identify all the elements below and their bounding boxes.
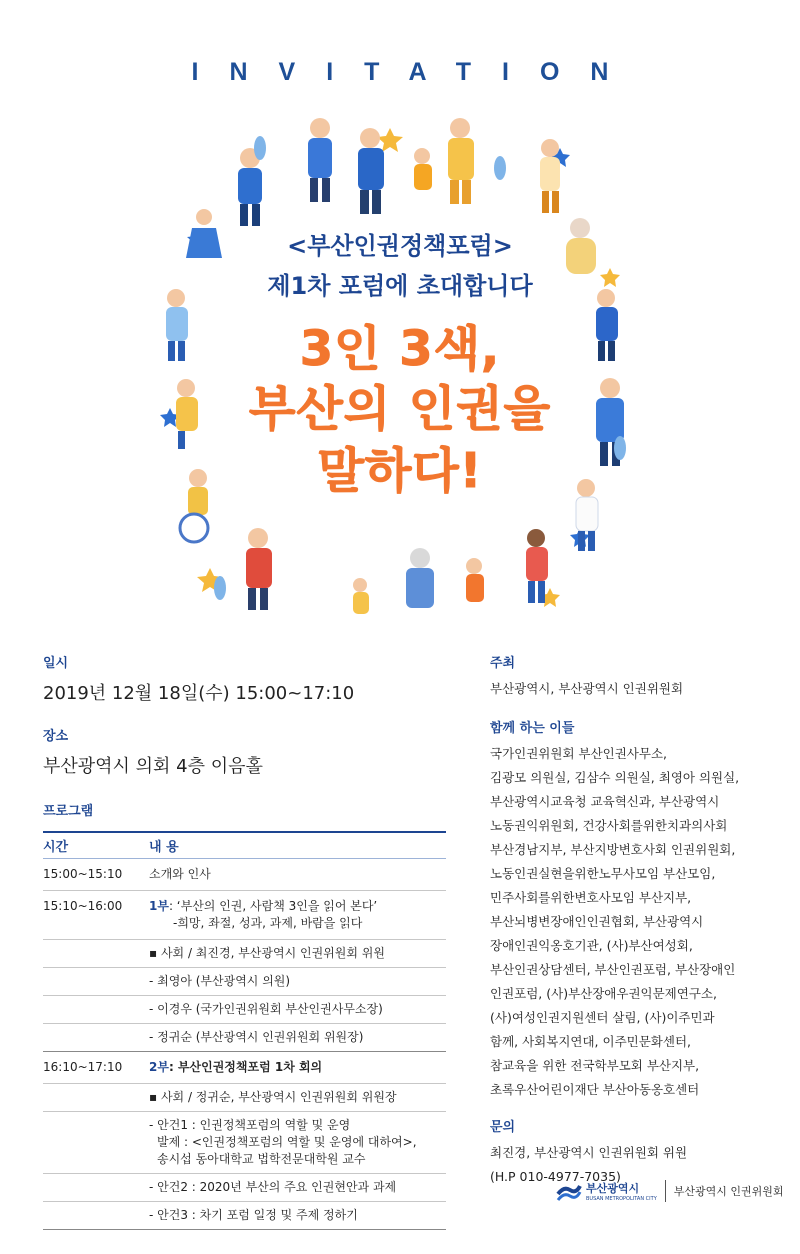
logo-subtext: BUSAN METROPOLITAN CITY <box>586 1196 657 1202</box>
invitation-heading: INVITATION <box>191 58 640 86</box>
table-row: - 이경우 (국가인권위원회 부산인권사무소장) <box>43 996 446 1024</box>
organizer-details <box>490 652 770 1201</box>
program-table <box>43 831 446 1230</box>
headline-line-1: 3인 3색, <box>299 321 501 377</box>
col-time-header: 시간 <box>43 840 69 855</box>
headline-line-3: 말하다! <box>317 443 483 499</box>
table-row: ▪ 사회 / 최진경, 부산광역시 인권위원회 위원 <box>43 940 446 968</box>
part2-tag: 2부 <box>149 1060 169 1074</box>
host-value: 부산광역시, 부산광역시 인권위원회 <box>490 681 684 696</box>
table-row: 15:00~15:10 소개와 인사 <box>43 859 446 891</box>
logo-divider <box>665 1180 666 1202</box>
contact-label: 문의 <box>490 1120 516 1135</box>
table-row: 16:10~17:10 2부: 부산인권정책포럼 1차 회의 <box>43 1052 446 1084</box>
venue-value: 부산광역시 의회 4층 이음홀 <box>43 756 263 777</box>
forum-invite-line: 제1차 포럼에 초대합니다 <box>267 272 533 300</box>
busan-logo <box>556 1178 784 1204</box>
date-label: 일시 <box>43 656 69 671</box>
col-content-header: 내 용 <box>149 840 179 855</box>
busan-emblem-icon <box>556 1178 582 1204</box>
host-label: 주최 <box>490 656 516 671</box>
table-row: - 안건1 : 인권정책포럼의 역할 및 운영 발제 : <인권정책포럼의 역할 및 운영에 대하여>, 송시섭 동아대학교 법학전문대학원 교수 <box>43 1112 446 1174</box>
table-row: - 최영아 (부산광역시 의원) <box>43 968 446 996</box>
table-row: - 안건3 : 차기 포럼 일정 및 주제 정하기 <box>43 1202 446 1230</box>
contact-value: 최진경, 부산광역시 인권위원회 위원 (H.P 010-4977-7035) <box>490 1145 688 1184</box>
program-table-header <box>43 833 446 859</box>
table-row: ▪ 사회 / 정귀순, 부산광역시 인권위원회 위원장 <box>43 1084 446 1112</box>
event-details <box>43 652 446 1230</box>
venue-label: 장소 <box>43 729 69 744</box>
part1-tag: 1부 <box>149 899 169 913</box>
date-value: 2019년 12월 18일(수) 15:00~17:10 <box>43 683 355 704</box>
partners-label: 함께 하는 이들 <box>490 721 575 736</box>
table-row: 15:10~16:00 1부: ‘부산의 인권, 사람책 3인을 읽어 본다’ -희망, 좌절, 성과, 과제, 바람을 읽다 <box>43 891 446 940</box>
logo-text: 부산광역시 <box>586 1182 640 1195</box>
headline-line-2: 부산의 인권을 <box>249 381 551 437</box>
org-name: 부산광역시 인권위원회 <box>673 1185 784 1198</box>
forum-subtitle: <부산인권정책포럼> <box>287 232 513 260</box>
table-row: - 정귀순 (부산광역시 인권위원회 위원장) <box>43 1024 446 1052</box>
table-row: - 안건2 : 2020년 부산의 주요 인권현안과 과제 <box>43 1174 446 1202</box>
program-label: 프로그램 <box>43 804 94 819</box>
partners-list: 국가인권위원회 부산인권사무소, 김광모 의원실, 김삼수 의원실, 최영아 의원실, 부산광역시교육청 교육혁신과, 부산광역시 노동권익위원회, 건강사회를위한치과의사회 부산경남지부, 부산지방변호사회 인권위원회, 노동인권실현을위한노무사모임 부산모임, 민주사회를위한변호사모임 부산지부, 부산뇌병변장애인인권협회, 부산광역시 장애인권익옹호기관, (사)부산여성회, 부산인권상담센터, 부산인권포럼, 부산장애인 인권포럼, (사)부산장애우권익문제연구소, (사)여성인권지원센터 살림, (사)이주민과 함께, 사회복지연대, 이주민문화센터, 참교육을 위한 전국학부모회 부산지부, 초록우산어린이재단 부산아동옹호센터 <box>490 746 740 1097</box>
